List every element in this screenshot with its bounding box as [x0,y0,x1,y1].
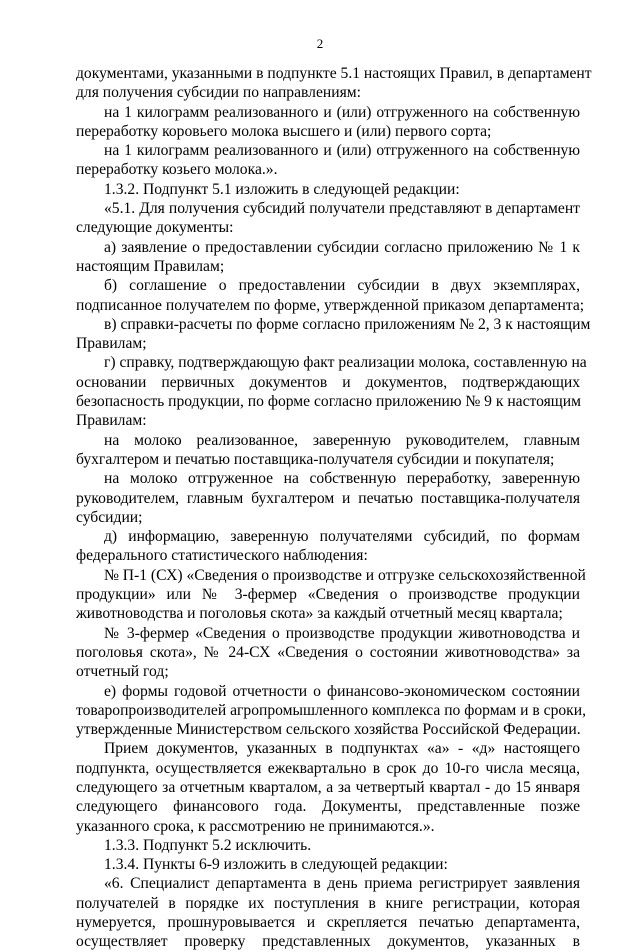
text-line: «5.1. Для получения субсидий получатели представляют в департамент [104,200,580,218]
text-line: поголовья скота», № 24-СХ «Сведения о состоянии животноводства» за [76,643,580,661]
text-line: № 3-фермер «Сведения о производстве продукции животноводства и [104,624,580,642]
text-line: переработку коровьего молока высшего и (или) первого сорта; [76,122,492,140]
text-line: для получения субсидии по направлениям: [76,84,361,102]
text-line: Прием документов, указанных в подпунктах «а» - «д» настоящего [104,740,580,758]
text-line: на 1 килограмм реализованного и (или) отгруженного на собственную [104,103,580,121]
text-line: получателей в порядке их поступления в книге регистрации, которая [76,894,580,912]
text-line: на молоко реализованное, заверенную руководителем, главным [104,431,580,449]
text-line: безопасность продукции, по форме согласно приложению № 9 к настоящим [76,393,582,411]
text-line: продукции» или № 3-фермер «Сведения о производстве продукции [76,586,580,604]
text-line: следующего финансового года. Документы, представленные позже [76,798,580,816]
text-line: д) информацию, заверенную получателями субсидий, по формам [104,528,580,546]
text-line: документами, указанными в подпункте 5.1 настоящих Правил, в департамент [76,65,592,82]
text-line: бухгалтером и печатью поставщика-получателя субсидии и покупателя; [76,450,555,468]
text-line: в) справки-расчеты по форме согласно приложениям № 2, 3 к настоящим [104,315,591,333]
text-line: следующего за отчетным кварталом, а за четвертый квартал - до 15 января [76,778,580,796]
text-line: 1.3.2. Подпункт 5.1 изложить в следующей редакции: [104,180,460,198]
text-line: основании первичных документов и документов, подтверждающих [76,373,580,391]
text-line: осуществляет проверку представленных документов, указанных в [76,933,580,951]
text-line: 1.3.3. Подпункт 5.2 исключить. [104,836,312,854]
text-line: животноводства и поголовья скота» за каждый отчетный месяц квартала; [76,605,563,623]
text-line: подпункта, осуществляется ежеквартально в срок до 10-го числа месяца, [76,759,580,777]
page-number: 2 [316,36,324,51]
text-line: а) заявление о предоставлении субсидии согласно приложению № 1 к [104,238,580,256]
text-line: е) формы годовой отчетности о финансово-экономическом состоянии [104,682,580,700]
text-line: б) соглашение о предоставлении субсидии в двух экземплярах, [104,277,580,295]
text-line: на 1 килограмм реализованного и (или) отгруженного на собственную [104,142,580,160]
text-line: утвержденные Министерством сельского хозяйства Российской Федерации. [76,721,581,739]
text-line: г) справку, подтверждающую факт реализации молока, составленную на [104,354,587,372]
text-line: федерального статистического наблюдения: [76,547,368,565]
text-line: товаропроизводителей агропромышленного комплекса по формам и в сроки, [76,701,586,719]
text-line: 1.3.4. Пункты 6-9 изложить в следующей редакции: [104,856,448,874]
text-line: субсидии; [76,508,143,526]
text-line: отчетный год; [76,663,169,681]
text-line: следующие документы: [76,219,234,237]
text-line: указанного срока, к рассмотрению не принимаются.». [76,817,435,835]
text-line: настоящим Правилам; [76,257,225,275]
text-line: на молоко отгруженное на собственную переработку, заверенную [104,470,580,488]
text-line: руководителем, главным бухгалтером и печатью поставщика-получателя [76,489,580,507]
text-line: переработку козьего молока.». [76,161,278,179]
text-line: подписанное получателем по форме, утвержденной приказом департамента; [76,296,585,314]
document-body [76,64,592,952]
text-line: «6. Специалист департамента в день приема регистрирует заявления [104,875,580,893]
text-line: нумеруется, прошнуровывается и скрепляется печатью департамента, [76,914,580,932]
text-line: Правилам; [76,335,147,353]
text-line: № П-1 (СХ) «Сведения о производстве и отгрузке сельскохозяйственной [104,566,586,584]
text-line: Правилам: [76,412,147,430]
